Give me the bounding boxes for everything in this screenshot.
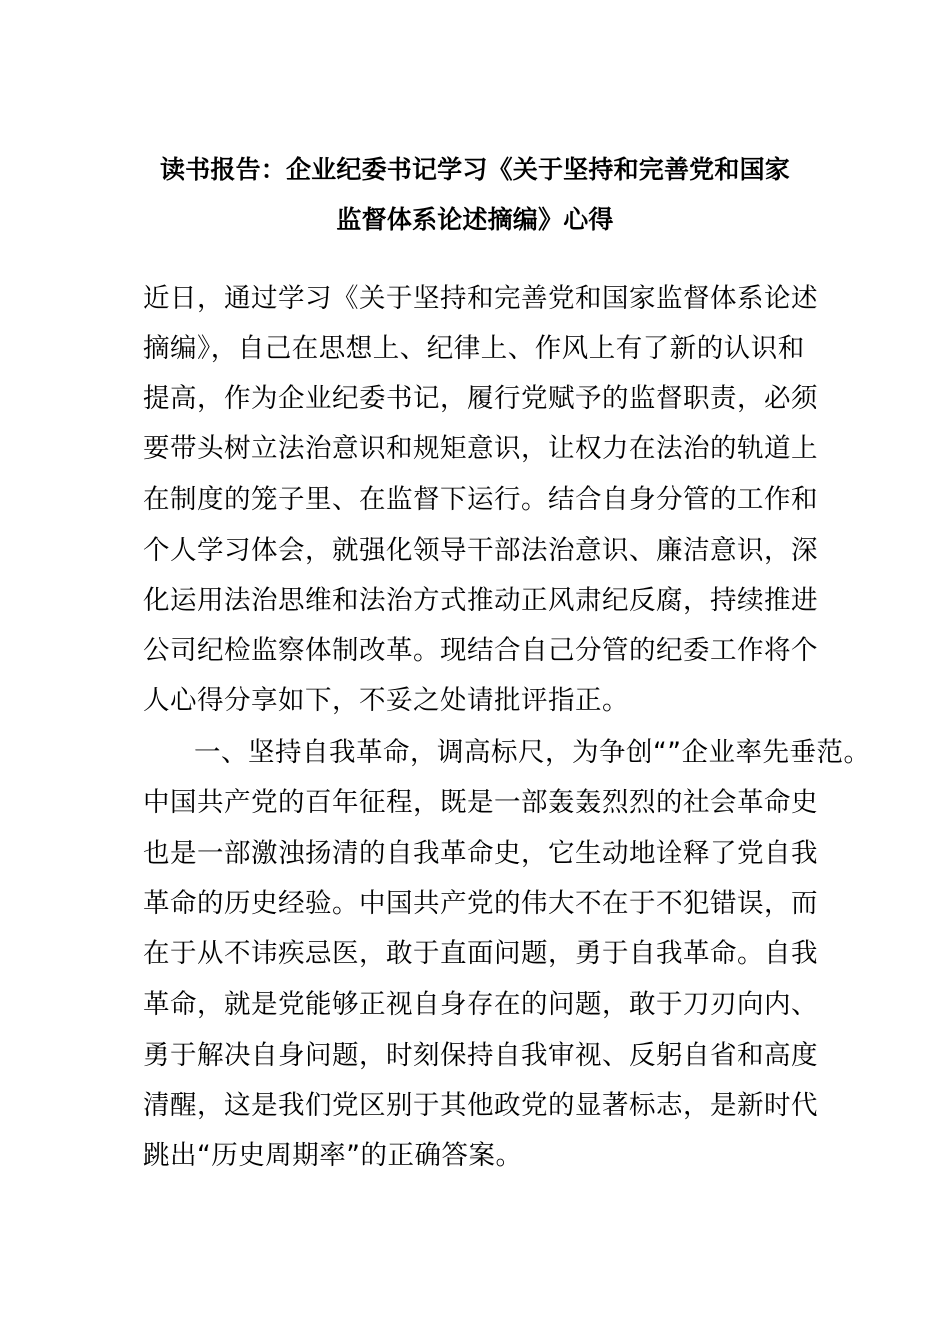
paragraph-1-line-8: 公司纪检监察体制改革。现结合自己分管的纪委工作将个 <box>143 635 818 666</box>
paragraph-2-line-7: 清醒，这是我们党区别于其他政党的显著标志，是新时代 <box>143 1090 818 1121</box>
paragraph-1-line-2: 摘编》，自己在思想上、纪律上、作风上有了新的认识和 <box>143 333 805 364</box>
paragraph-1-line-1: 近日，通过学习《关于坚持和完善党和国家监督体系论述 <box>143 283 818 314</box>
paragraph-1-line-4: 要带头树立法治意识和规矩意识，让权力在法治的轨道上 <box>143 433 818 464</box>
paragraph-2-line-8: 跳出“历史周期率”的正确答案。 <box>143 1140 523 1171</box>
document-title-line-2: 监督体系论述摘编》心得 <box>336 205 614 234</box>
paragraph-1-line-6: 个人学习体会，就强化领导干部法治意识、廉洁意识，深 <box>143 535 818 566</box>
section-1-heading: 一、坚持自我革命，调高标尺，为争创“”企业率先垂范。 <box>194 737 871 768</box>
paragraph-1-line-7: 化运用法治思维和法治方式推动正风肃纪反腐，持续推进 <box>143 585 818 616</box>
paragraph-2-line-1: 中国共产党的百年征程，既是一部轰轰烈烈的社会革命史 <box>143 787 818 818</box>
paragraph-2-line-4: 在于从不讳疾忌医，敢于直面问题，勇于自我革命。自我 <box>143 938 818 969</box>
document-title-line-1: 读书报告：企业纪委书记学习《关于坚持和完善党和国家 <box>159 155 790 184</box>
paragraph-1-line-3: 提高，作为企业纪委书记，履行党赋予的监督职责，必须 <box>143 383 818 414</box>
paragraph-2-line-6: 勇于解决自身问题，时刻保持自我审视、反躬自省和高度 <box>143 1040 818 1071</box>
paragraph-1-line-9: 人心得分享如下，不妥之处请批评指正。 <box>143 685 629 716</box>
paragraph-1-line-5: 在制度的笼子里、在监督下运行。结合自身分管的工作和 <box>143 484 818 515</box>
paragraph-2-line-2: 也是一部激浊扬清的自我革命史，它生动地诠释了党自我 <box>143 838 818 869</box>
paragraph-2-line-5: 革命，就是党能够正视自身存在的问题，敢于刀刃向内、 <box>143 989 818 1020</box>
paragraph-2-line-3: 革命的历史经验。中国共产党的伟大不在于不犯错误，而 <box>143 888 818 919</box>
